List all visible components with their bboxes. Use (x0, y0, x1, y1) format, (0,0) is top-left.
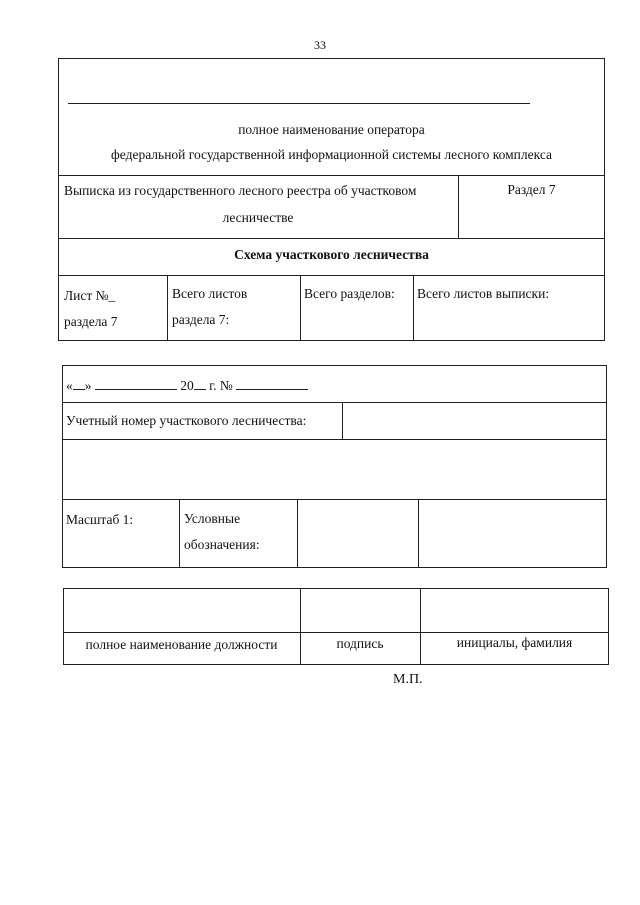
sheet-number-line1: Лист №_ (64, 288, 116, 303)
date-close-quote: » (84, 378, 92, 393)
page-number: 33 (314, 38, 326, 52)
total-sheets-line1: Всего листов (172, 286, 248, 301)
signature-table (63, 588, 609, 665)
day-blank (73, 377, 85, 390)
scale-label: Масштаб 1: (66, 512, 134, 527)
divider (300, 588, 301, 665)
map-area (62, 439, 607, 499)
total-sheets-line2: раздела 7: (172, 312, 230, 327)
stamp-label: М.П. (393, 672, 423, 687)
year-blank (194, 377, 206, 390)
sheet-number-line2: раздела 7 (64, 314, 118, 329)
schema-title: Схема участкового лесничества (234, 247, 429, 262)
total-extract-sheets: Всего листов выписки: (417, 286, 550, 301)
divider (342, 402, 343, 439)
operator-name-line (68, 103, 530, 104)
divider (62, 402, 607, 403)
operator-label-line1: полное наименование оператора (238, 122, 425, 137)
divider (420, 588, 421, 665)
account-number-label: Учетный номер участкового лесничества: (66, 413, 307, 428)
divider (62, 499, 607, 500)
divider (300, 275, 301, 341)
month-blank (95, 377, 177, 390)
extract-title-line1: Выписка из государственного лесного реестра об участковом (64, 183, 417, 198)
legend-label-line1: Условные (184, 511, 241, 526)
divider (297, 499, 298, 568)
divider (179, 499, 180, 568)
date-open-quote: « (66, 378, 73, 393)
divider (58, 238, 605, 239)
divider (167, 275, 168, 341)
divider (58, 275, 605, 276)
number-blank (236, 377, 308, 390)
date-suffix: г. № (209, 378, 233, 393)
section-label: Раздел 7 (507, 182, 556, 197)
total-sections: Всего разделов: (304, 286, 395, 301)
date-line (66, 377, 308, 394)
divider (58, 175, 605, 176)
position-label: полное наименование должности (85, 637, 278, 652)
legend-label-line2: обозначения: (184, 537, 260, 552)
year-prefix: 20 (180, 378, 194, 393)
extract-title-line2: лесничестве (222, 210, 294, 225)
divider (413, 275, 414, 341)
operator-label-line2: федеральной государственной информационной системы лесного комплекса (111, 147, 552, 162)
name-label: инициалы, фамилия (456, 635, 573, 650)
divider (418, 499, 419, 568)
divider (63, 632, 609, 633)
signature-label: подпись (336, 636, 384, 651)
